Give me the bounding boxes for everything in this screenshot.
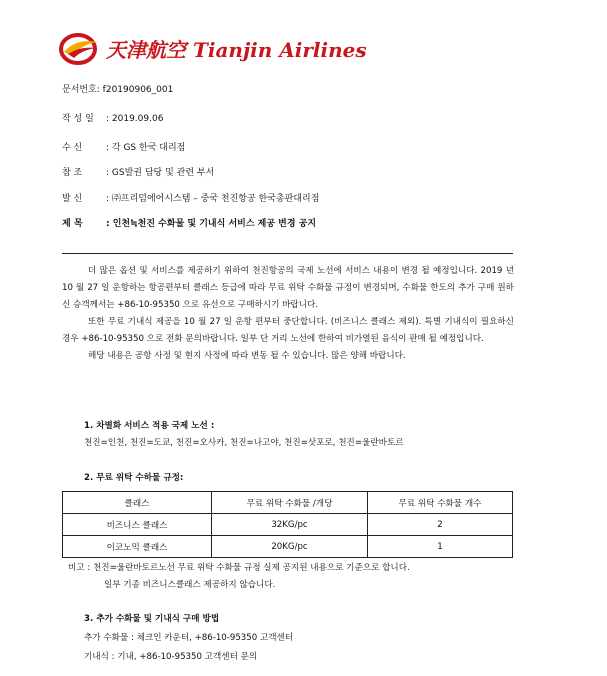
subject-value: : 인천≒천진 수화물 및 기내식 서비스 제공 변경 공지: [106, 219, 317, 229]
section-3-baggage-line: 추가 수화물 : 체크인 카운터, +86-10-95350 고객센터: [84, 633, 294, 643]
date-row: [62, 111, 163, 124]
reference-row: [62, 165, 214, 178]
reference-label: 참 조: [62, 168, 83, 178]
sender-value: : ㈜프리덤에어시스템 – 중국 천진항공 한국총판대리점: [106, 194, 320, 204]
sender-label: 발 신: [62, 194, 83, 204]
table-row: [63, 514, 513, 536]
section-2-title: 2. 무료 위탁 수하물 규정:: [84, 473, 184, 483]
baggage-table: [62, 491, 513, 558]
table-cell: 이코노믹 클래스: [63, 536, 212, 558]
doc-number-row: [62, 82, 173, 95]
section-2-note-2: 일부 기종 비즈니스클래스 제공하지 않습니다.: [104, 580, 276, 590]
table-header-cell: 무료 위탁 수화물 /개당: [212, 492, 368, 514]
table-header-row: [63, 492, 513, 514]
table-cell: 32KG/pc: [212, 514, 368, 536]
body-paragraph-3: 해당 내용은 공항 사정 및 현지 사정에 따라 변동 될 수 있습니다. 많은 양해 바랍니다.: [88, 351, 406, 361]
subject-row: [62, 216, 316, 229]
doc-number-label: 문서번호: [62, 85, 97, 95]
tianjin-airlines-emblem-icon: [58, 32, 102, 66]
table-row: [63, 536, 513, 558]
airline-logo: [58, 30, 398, 70]
section-1-title: 1. 차별화 서비스 적용 국제 노선 :: [84, 421, 215, 431]
doc-number-value: : f20190906_001: [96, 85, 174, 95]
section-1-routes: 천진=인천, 천진=도쿄, 천진=오사카, 천진=나고야, 천진=삿포로, 천진=울란바토르: [84, 438, 404, 448]
section-2-note-1: 비고 : 천진=울란바토르노선 무료 위탁 수화물 규정 실제 공지된 내용으로 기준으로 합니다.: [68, 563, 410, 573]
subject-label: 제 목: [62, 219, 83, 229]
date-label: 작 성 일: [62, 114, 94, 124]
body-text: [62, 263, 514, 365]
table-header-cell: 클래스: [63, 492, 212, 514]
airline-name: 天津航空 Tianjin Airlines: [106, 38, 367, 62]
recipient-row: [62, 140, 185, 153]
recipient-value: : 각 GS 한국 대리점: [106, 143, 186, 153]
section-3-meal-line: 기내식 : 기내, +86-10-95350 고객센터 문의: [84, 652, 258, 662]
reference-value: : GS발권 담당 및 관련 부서: [106, 168, 215, 178]
body-paragraph-2: 또한 무료 기내식 제공을 10 월 27 일 운항 편부터 중단합니다. (비즈니스 클래스 제외). 특별 기내식이 필요하신경우 +86-10-95350 으로 전화 문의바랍니다. 일부 단 거리 노선에 한하여 비가열된 음식이 판매 될 예정입니다.: [62, 317, 514, 344]
recipient-label: 수 신: [62, 143, 83, 153]
header-divider: [62, 253, 513, 254]
table-cell: 2: [368, 514, 513, 536]
body-paragraph-1: 더 많은 옵션 및 서비스를 제공하기 위하여 천진항공의 국제 노선에 서비스 내용이 변경 될 예정입니다. 2019 년 10 월 27 일 운항하는 항공편부터 클래스 등급에 따라 무료 위탁 수화물 규정이 변경되며, 수화물 한도의 추가 구매 원하신 승객께서는 +86-10-95350 으로 유선으로 구매하시기 바랍니다.: [62, 266, 514, 310]
date-value: : 2019.09.06: [106, 114, 164, 124]
section-3-title: 3. 추가 수화물 및 기내식 구매 방법: [84, 614, 220, 624]
table-cell: 비즈니스 클래스: [63, 514, 212, 536]
sender-row: [62, 191, 319, 204]
table-cell: 1: [368, 536, 513, 558]
table-cell: 20KG/pc: [212, 536, 368, 558]
table-header-cell: 무료 위탁 수화물 개수: [368, 492, 513, 514]
